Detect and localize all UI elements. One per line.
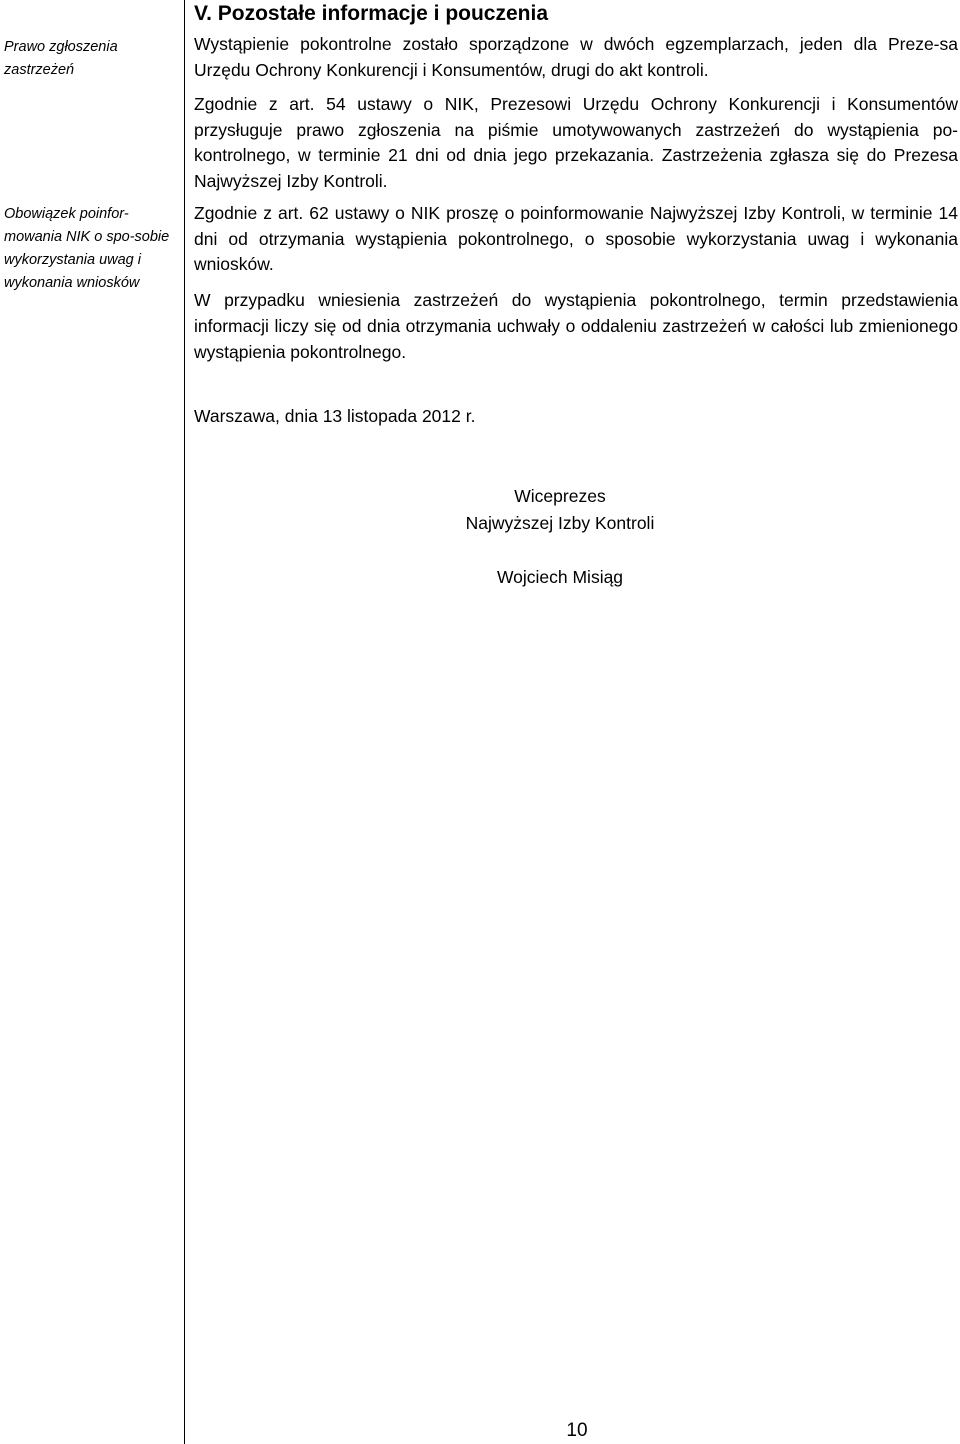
paragraph-objections: Zgodnie z art. 54 ustawy o NIK, Prezesowi Urzędu Ochrony Konkurencji i Konsumentów przysługuje prawo zgłoszenia na piśmie umotywowanych zastrzeżeń do wystąpienia po-kontrolnego, w terminie 21 dni od dnia jego przekazania. Zastrzeżenia zgłasza się do Prezesa Najwyższej Izby Kontroli. [194, 94, 958, 191]
signatory-title: Wiceprezes [514, 486, 606, 506]
margin-column [0, 0, 185, 1444]
paragraph-notification: Zgodnie z art. 62 ustawy o NIK proszę o poinformowanie Najwyższej Izby Kontroli, w terminie 14 dni od otrzymania wystąpienia pokontrolnego, o sposobie wykorzystania uwag i wykonania wniosków. [194, 203, 958, 274]
signatory-institution: Najwyższej Izby Kontroli [465, 513, 655, 533]
margin-note-duty-to-inform: Obowiązek poinfor-mowania NIK o spo-sobie wykorzystania uwag i wykonania wniosków [4, 206, 170, 291]
section-heading: V. Pozostałe informacje i pouczenia [194, 2, 548, 25]
paragraph-deadline: W przypadku wniesienia zastrzeżeń do wystąpienia pokontrolnego, termin przedstawienia informacji liczy się od dnia otrzymania uchwały o oddaleniu zastrzeżeń w całości lub zmienionego wystąpienia pokontrolnego. [194, 290, 958, 362]
place-and-date: Warszawa, dnia 13 listopada 2012 r. [194, 406, 476, 426]
page-number: 10 [566, 1420, 588, 1441]
paragraph-copies: Wystąpienie pokontrolne zostało sporządzone w dwóch egzemplarzach, jeden dla Preze-sa Urzędu Ochrony Konkurencji i Konsumentów, drugi do akt kontroli. [194, 34, 958, 80]
margin-note-objections-right: Prawo zgłoszenia zastrzeżeń [4, 39, 118, 78]
signatory-name: Wojciech Misiąg [496, 567, 624, 587]
